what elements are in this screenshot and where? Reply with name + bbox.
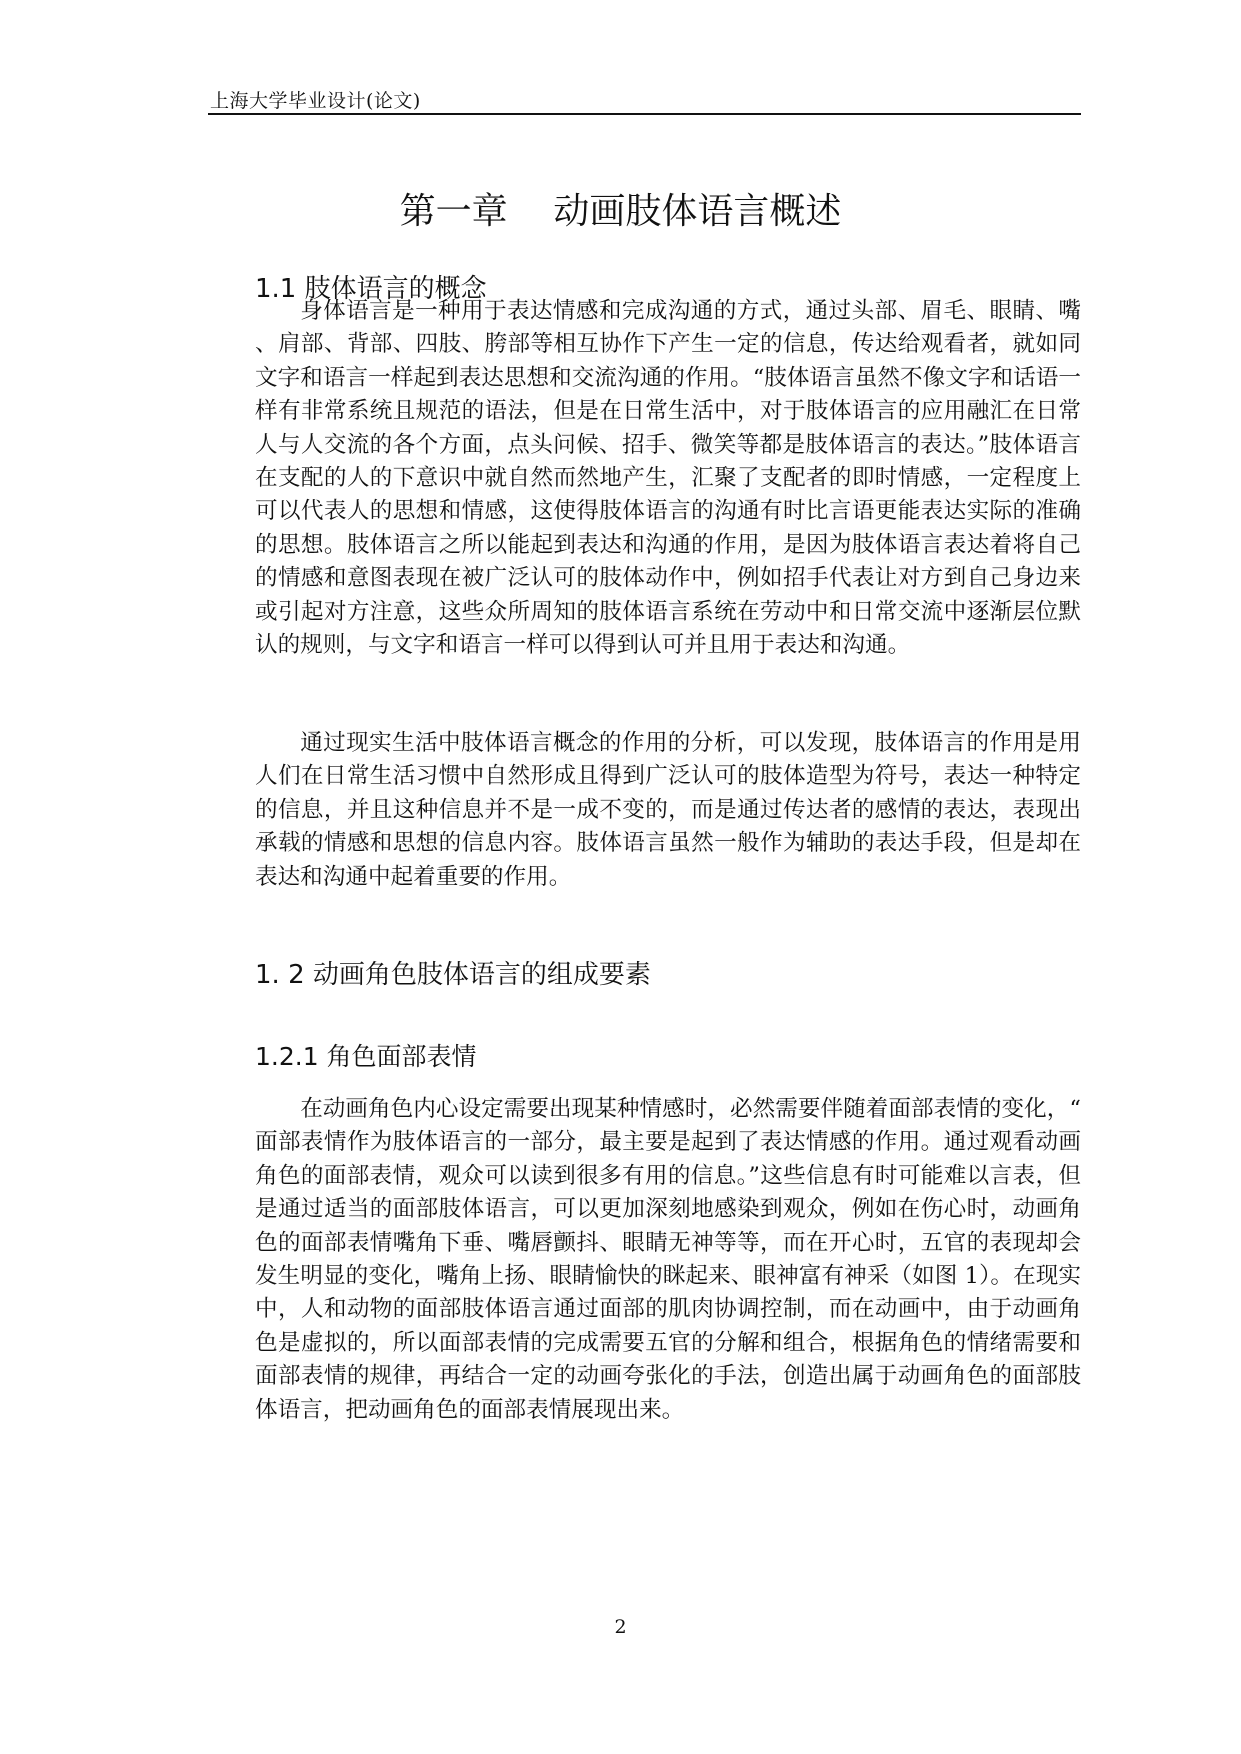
page-number: 2 — [614, 1616, 627, 1638]
paragraph-1-1-a: 身体语言是一种用于表达情感和完成沟通的方式，通过头部、眉毛、眼睛、嘴、肩部、背部、四肢、胯部等相互协作下产生一定的信息，传达给观看者，就如同文字和语言一样起到表达思想和交流沟通的作用。“肢体语言虽然不像文字和话语一样有非常系统且规范的语法，但是在日常生活中，对于肢体语言的应用融汇在日常人与人交流的各个方面，点头问候、招手、微笑等都是肢体语言的表达。”肢体语言在支配的人的下意识中就自然而然地产生，汇聚了支配者的即时情感，一定程度上可以代表人的思想和情感，这使得肢体语言的沟通有时比言语更能表达实际的准确的思想。肢体语言之所以能起到表达和沟通的作用，是因为肢体语言表达着将自己的情感和意图表现在被广泛认可的肢体动作中，例如招手代表让对方到自己身边来或引起对方注意，这些众所周知的肢体语言系统在劳动中和日常交流中逐渐层位默认的规则，与文字和语言一样可以得到认可并且用于表达和沟通。 — [255, 298, 1081, 659]
running-header: 上海大学毕业设计(论文) — [210, 90, 421, 112]
section-heading-1-2: 1. 2 动画角色肢体语言的组成要素 — [255, 960, 651, 990]
header-rule — [208, 113, 1081, 115]
chapter-title: 第一章 动画肢体语言概述 — [399, 191, 842, 232]
paragraph-1-2-1: 在动画角色内心设定需要出现某种情感时，必然需要伴随着面部表情的变化，“面部表情作为肢体语言的一部分，最主要是起到了表达情感的作用。通过观看动画角色的面部表情，观众可以读到很多有用的信息。”这些信息有时可能难以言表，但是通过适当的面部肢体语言，可以更加深刻地感染到观众，例如在伤心时，动画角色的面部表情嘴角下垂、嘴唇颤抖、眼睛无神等等，而在开心时，五官的表现却会发生明显的变化，嘴角上扬、眼睛愉快的眯起来、眼神富有神采（如图 1）。在现实中，人和动物的面部肢体语言通过面部的肌肉协调控制，而在动画中，由于动画角色是虚拟的，所以面部表情的完成需要五官的分解和组合，根据角色的情绪需要和面部表情的规律，再结合一定的动画夸张化的手法，创造出属于动画角色的面部肢体语言，把动画角色的面部表情展现出来。 — [255, 1096, 1081, 1423]
section-heading-1-2-1: 1.2.1 角色面部表情 — [255, 1042, 477, 1071]
section-heading-1-1: 1.1 肢体语言的概念 — [255, 274, 487, 304]
paragraph-1-1-b: 通过现实生活中肢体语言概念的作用的分析，可以发现，肢体语言的作用是用人们在日常生活习惯中自然形成且得到广泛认可的肢体造型为符号，表达一种特定的信息，并且这种信息并不是一成不变的，而是通过传达者的感情的表达，表现出承载的情感和思想的信息内容。肢体语言虽然一般作为辅助的表达手段，但是却在表达和沟通中起着重要的作用。 — [255, 730, 1081, 890]
